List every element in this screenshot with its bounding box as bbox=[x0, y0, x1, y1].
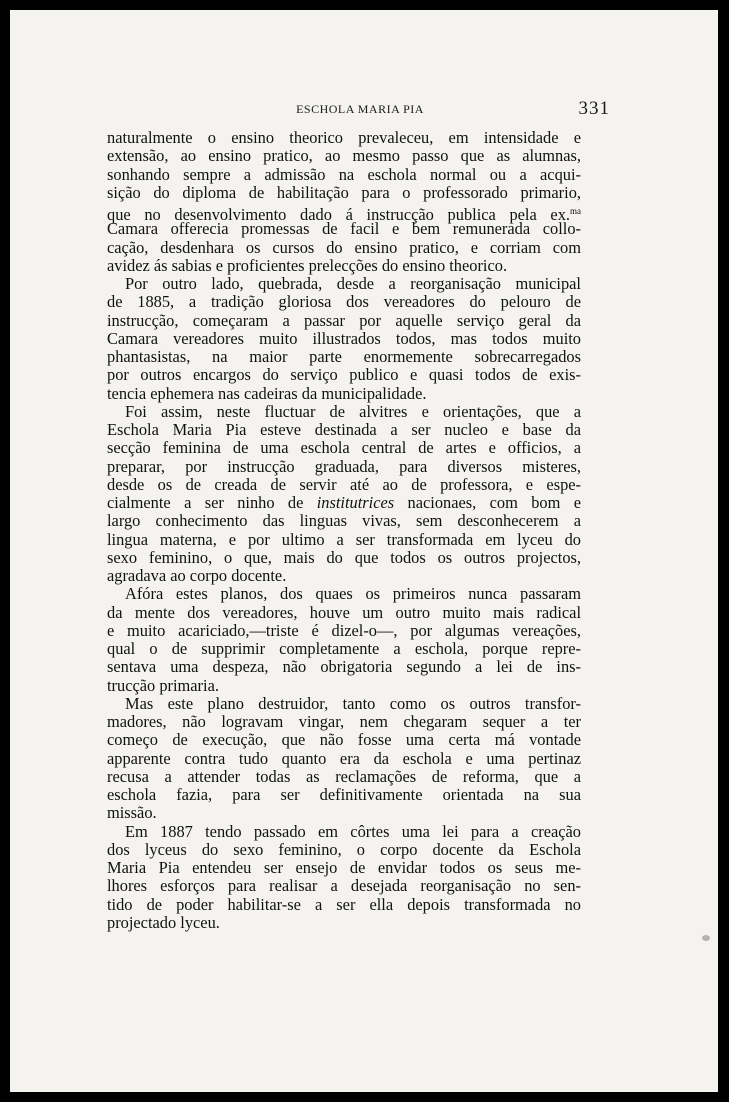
line-text: largo conhecimento das linguas vivas, sem desconhecerem a bbox=[107, 511, 581, 531]
line-text: instrucção, começaram a passar por aquelle serviço geral da bbox=[107, 310, 581, 330]
page-header bbox=[110, 98, 610, 122]
text-line bbox=[107, 804, 581, 822]
line-text: desde os de creada de servir até ao de professora, e espe- bbox=[107, 474, 581, 494]
text-line bbox=[107, 658, 581, 676]
line-text: Mas este plano destruidor, tanto como os outros transfor- bbox=[125, 693, 581, 713]
text-line bbox=[107, 841, 581, 859]
line-text: cialmente a ser ninho de bbox=[107, 493, 317, 512]
line-text: sonhando sempre a admissão na eschola normal ou a acqui- bbox=[107, 164, 581, 184]
text-line bbox=[107, 512, 581, 530]
line-text: sexo feminino, o que, mais do que todos os outros projectos, bbox=[107, 547, 581, 567]
line-text: Eschola Maria Pia esteve destinada a ser nucleo e base da bbox=[107, 420, 581, 439]
paper-stain bbox=[702, 935, 710, 941]
text-line bbox=[107, 458, 581, 476]
line-text: trucção primaria. bbox=[107, 675, 219, 695]
text-line bbox=[107, 859, 581, 877]
line-text: tencia ephemera nas cadeiras da municipalidade. bbox=[107, 383, 427, 403]
line-text: naturalmente o ensino theorico prevaleceu, em intensidade e bbox=[107, 128, 581, 147]
text-line bbox=[107, 147, 581, 165]
line-text: agradava ao corpo docente. bbox=[107, 566, 287, 585]
line-text: começo de execução, que não fosse uma certa má vontade bbox=[107, 730, 581, 750]
line-text: Em 1887 tendo passado em côrtes uma lei para a creação bbox=[125, 821, 581, 841]
text-line bbox=[107, 421, 581, 439]
line-text: sentava uma despeza, não obrigatoria segundo a lei de ins- bbox=[107, 657, 581, 677]
line-text: qual o de supprimir completamente a eschola, porque repre- bbox=[107, 639, 581, 658]
line-text: secção feminina de uma eschola central de artes e officios, a bbox=[107, 438, 581, 458]
text-line bbox=[107, 713, 581, 731]
book-page bbox=[10, 10, 718, 1092]
line-text: lingua materna, e por ultimo a ser transformada em lyceu do bbox=[107, 529, 581, 549]
text-line bbox=[107, 293, 581, 311]
line-text: por outros encargos do serviço publico e quasi todos de exis- bbox=[107, 365, 581, 385]
line-text: eschola fazia, para ser definitivamente orientada na sua bbox=[107, 785, 581, 804]
text-line bbox=[107, 549, 581, 567]
line-text: sição do diploma de habilitação para o professorado primario, bbox=[107, 182, 581, 202]
line-text: cação, desdenhara os cursos do ensino pratico, e corriam com bbox=[107, 237, 581, 257]
body-text bbox=[107, 129, 581, 932]
line-text: recusa a attender todas as reclamações de reforma, que a bbox=[107, 766, 581, 786]
line-text: Por outro lado, quebrada, desde a reorganisação municipal bbox=[125, 274, 581, 293]
text-line bbox=[107, 567, 581, 585]
line-text: dos lyceus do sexo feminino, o corpo docente da Eschola bbox=[107, 839, 581, 859]
text-line bbox=[107, 640, 581, 658]
line-text: phantasistas, na maior parte enormemente sobrecarregados bbox=[107, 347, 581, 366]
text-line bbox=[107, 184, 581, 202]
text-line bbox=[107, 476, 581, 494]
text-line bbox=[107, 275, 581, 293]
text-line bbox=[107, 622, 581, 640]
text-line bbox=[107, 220, 581, 238]
text-line bbox=[107, 330, 581, 348]
line-text: missão. bbox=[107, 803, 157, 823]
line-text: Camara vereadores muito illustrados todos, mas todos muito bbox=[107, 328, 581, 348]
text-line bbox=[107, 439, 581, 457]
text-line bbox=[107, 896, 581, 914]
line-text: da mente dos vereadores, houve um outro muito mais radical bbox=[107, 602, 581, 622]
superscript: ma bbox=[570, 206, 581, 216]
text-line bbox=[107, 877, 581, 895]
text-line bbox=[107, 731, 581, 749]
line-text: apparente contra tudo quanto era da eschola e uma pertinaz bbox=[107, 748, 581, 768]
text-line bbox=[107, 531, 581, 549]
line-text: lhores esforços para realisar a desejada reorganisação no sen- bbox=[107, 876, 581, 896]
text-line bbox=[107, 366, 581, 384]
text-line bbox=[107, 257, 581, 275]
line-text: preparar, por instrucção graduada, para diversos misteres, bbox=[107, 456, 581, 476]
italic-term: institutrices bbox=[316, 493, 395, 512]
line-text: que no desenvolvimento dado á instrucção publica pela ex. bbox=[107, 205, 570, 224]
text-line bbox=[107, 750, 581, 768]
text-line bbox=[107, 604, 581, 622]
line-text: extensão, ao ensino pratico, ao mesmo passo que as alumnas, bbox=[107, 146, 581, 166]
line-text: Foi assim, neste fluctuar de alvitres e orientações, que a bbox=[125, 401, 581, 421]
line-text: tido de poder habilitar-se a ser ella depois transformada no bbox=[107, 894, 581, 914]
text-line bbox=[107, 129, 581, 147]
text-line bbox=[107, 677, 581, 695]
line-text: avidez ás sabias e proficientes prelecções do ensino theorico. bbox=[107, 255, 508, 275]
text-line bbox=[107, 823, 581, 841]
text-line bbox=[107, 768, 581, 786]
text-line bbox=[107, 166, 581, 184]
line-text: Camara offerecia promessas de facil e bem remunerada collo- bbox=[107, 219, 581, 239]
text-line bbox=[107, 494, 581, 512]
line-text: Maria Pia entendeu ser ensejo de envidar todos os seus me- bbox=[107, 858, 581, 877]
text-line bbox=[107, 585, 581, 603]
line-text: Afóra estes planos, dos quaes os primeiros nunca passaram bbox=[125, 584, 581, 604]
line-text-continued: nacionaes, com bom e bbox=[394, 493, 581, 512]
text-line bbox=[107, 695, 581, 713]
text-line bbox=[107, 786, 581, 804]
text-line bbox=[107, 403, 581, 421]
line-text: de 1885, a tradição gloriosa dos vereadores do pelouro de bbox=[107, 292, 581, 312]
text-line bbox=[107, 348, 581, 366]
text-line bbox=[107, 239, 581, 257]
line-text: madores, não logravam vingar, nem chegaram sequer a ter bbox=[107, 712, 581, 731]
text-line bbox=[107, 914, 581, 932]
text-line bbox=[107, 312, 581, 330]
text-line bbox=[107, 385, 581, 403]
page-number: 331 bbox=[578, 98, 610, 119]
line-text: projectado lyceu. bbox=[107, 912, 220, 932]
text-line bbox=[107, 202, 581, 224]
line-text: e muito acariciado,—triste é dizel-o—, por algumas vereações, bbox=[107, 620, 581, 640]
running-head: ESCHOLA MARIA PIA bbox=[296, 102, 424, 116]
